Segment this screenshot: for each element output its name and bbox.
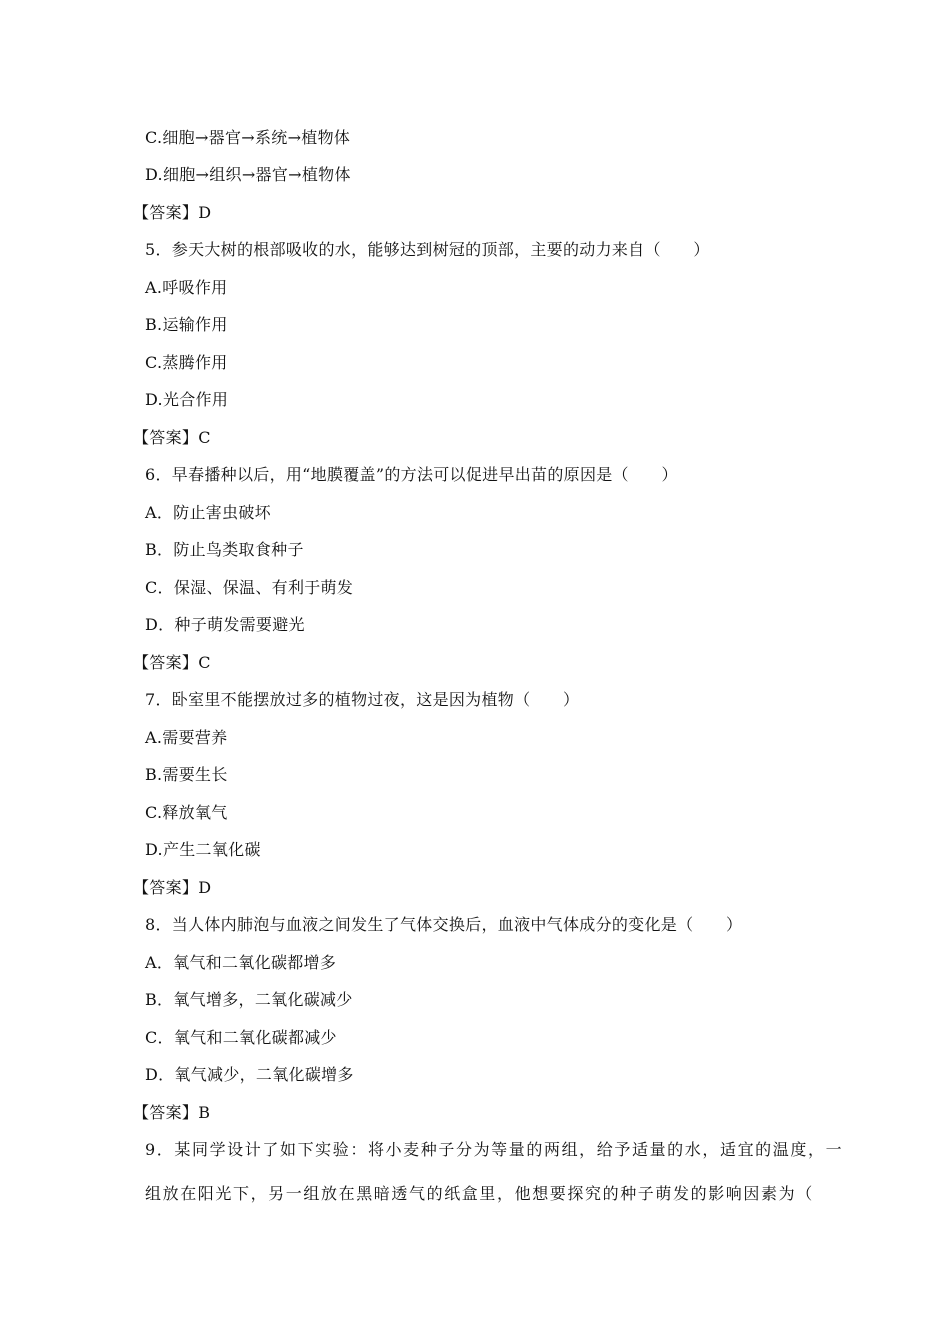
- q9-stem-line-1: 9．某同学设计了如下实验：将小麦种子分为等量的两组，给予适量的水，适宜的温度，一: [145, 1140, 844, 1159]
- q8-option-c: C．氧气和二氧化碳都减少: [145, 1028, 337, 1047]
- q6-option-c: C．保湿、保温、有利于萌发: [145, 578, 354, 597]
- q8-stem: 8．当人体内肺泡与血液之间发生了气体交换后，血液中气体成分的变化是（ ）: [145, 915, 743, 934]
- q8-answer: 【答案】B: [133, 1103, 211, 1122]
- q4-option-d: D.细胞→组织→器官→植物体: [145, 165, 351, 184]
- q5-stem: 5．参天大树的根部吸收的水，能够达到树冠的顶部，主要的动力来自（ ）: [145, 240, 710, 259]
- q5-answer: 【答案】C: [133, 428, 211, 447]
- q8-option-b: B．氧气增多，二氧化碳减少: [145, 990, 353, 1009]
- q6-option-a: A．防止害虫破坏: [145, 503, 271, 522]
- q7-answer: 【答案】D: [133, 878, 212, 897]
- q6-option-b: B．防止鸟类取食种子: [145, 540, 304, 559]
- q7-option-d: D.产生二氧化碳: [145, 840, 261, 859]
- q7-stem: 7．卧室里不能摆放过多的植物过夜，这是因为植物（ ）: [145, 690, 580, 709]
- q6-option-d: D．种子萌发需要避光: [145, 615, 305, 634]
- q7-option-c: C.释放氧气: [145, 803, 228, 822]
- q7-option-b: B.需要生长: [145, 765, 228, 784]
- q8-option-a: A．氧气和二氧化碳都增多: [145, 953, 337, 972]
- q5-option-b: B.运输作用: [145, 315, 228, 334]
- q7-option-a: A.需要营养: [145, 728, 228, 747]
- q6-answer: 【答案】C: [133, 653, 211, 672]
- q6-stem: 6．早春播种以后，用“地膜覆盖”的方法可以促进早出苗的原因是（ ）: [145, 465, 678, 484]
- q5-option-d: D.光合作用: [145, 390, 229, 409]
- q9-stem-line-2: 组放在阳光下，另一组放在黑暗透气的纸盒里，他想要探究的种子萌发的影响因素为（: [145, 1184, 814, 1203]
- q5-option-a: A.呼吸作用: [145, 278, 228, 297]
- q4-answer: 【答案】D: [133, 203, 212, 222]
- q4-option-c: C.细胞→器官→系统→植物体: [145, 128, 351, 147]
- q8-option-d: D．氧气减少，二氧化碳增多: [145, 1065, 354, 1084]
- q5-option-c: C.蒸腾作用: [145, 353, 228, 372]
